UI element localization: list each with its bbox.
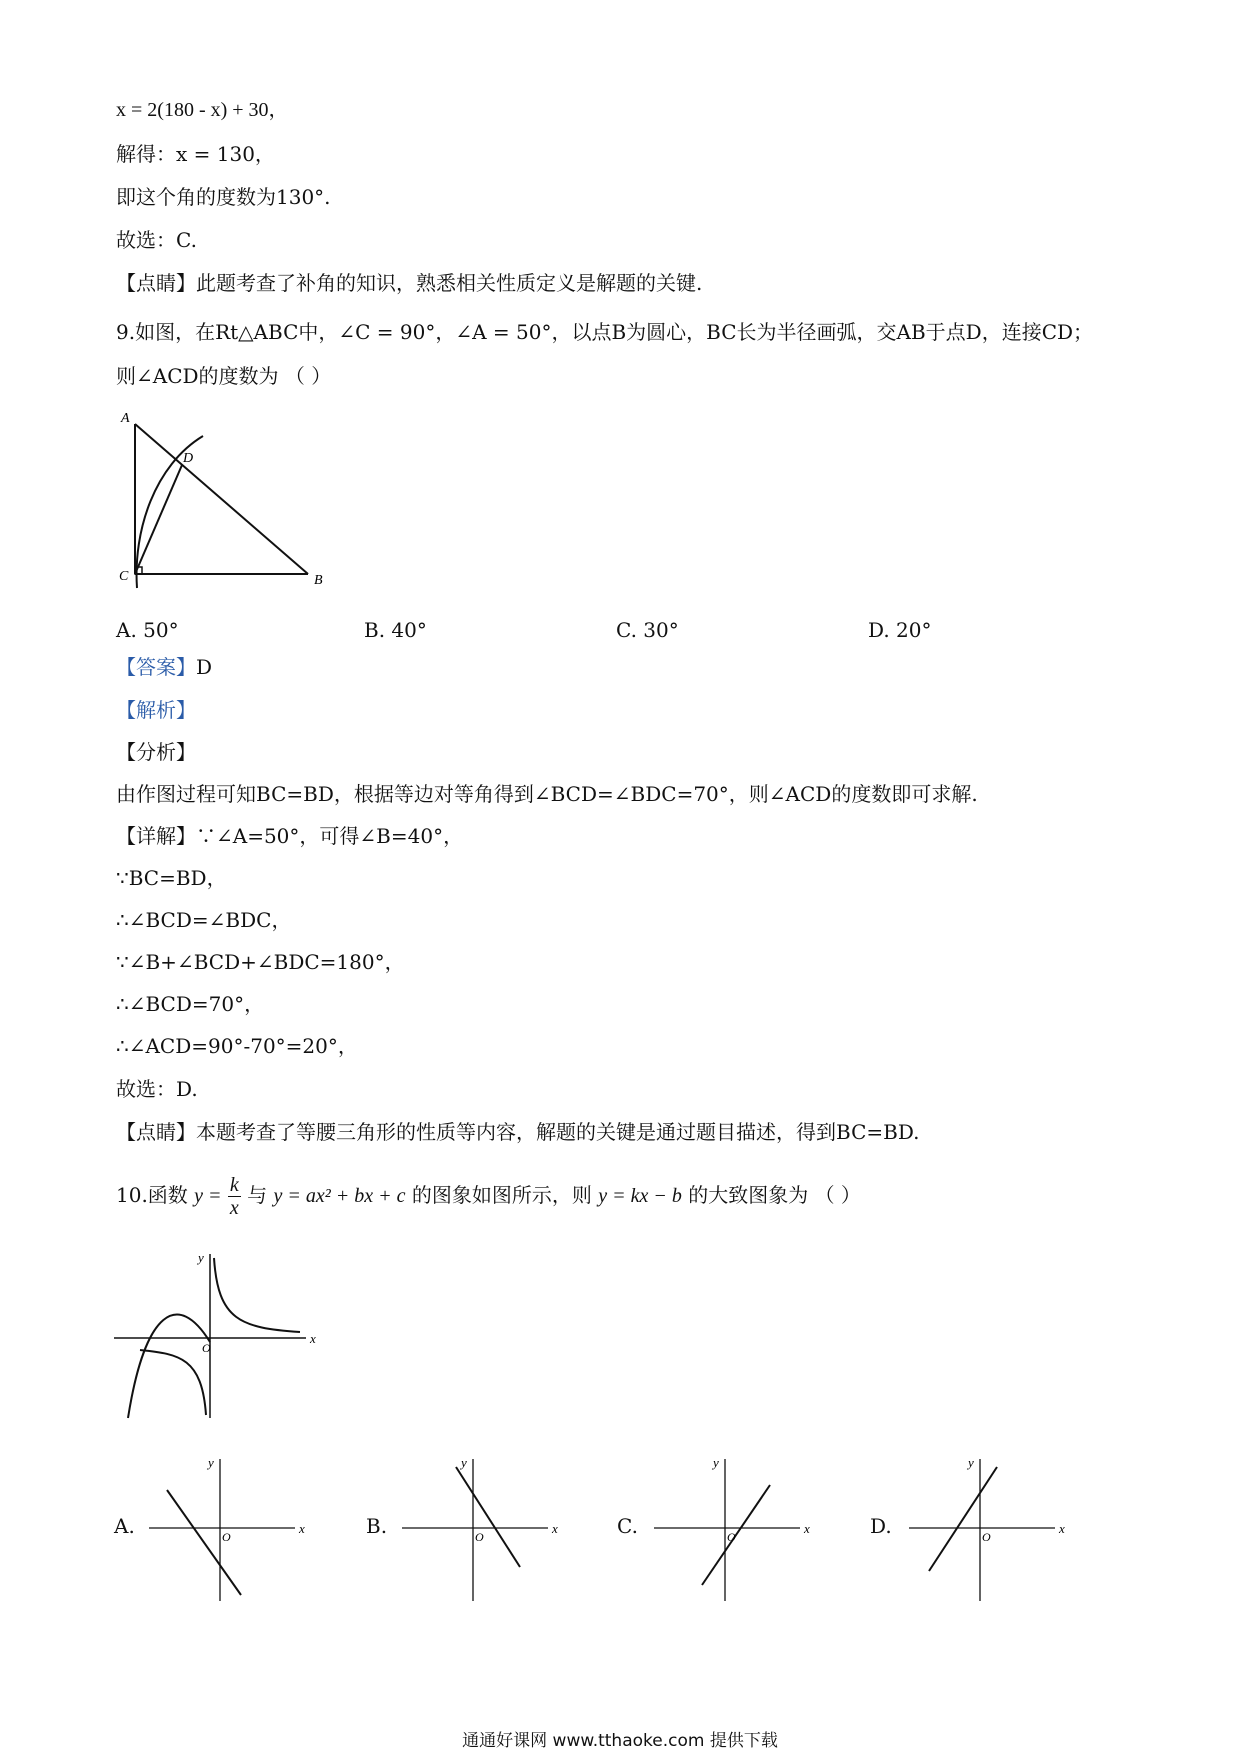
q9-detail6: ∴∠ACD=90°-70°=20°， bbox=[116, 1034, 358, 1058]
degree-text: 即这个角的度数为130°. bbox=[116, 185, 331, 209]
opt-c-axis-y-label: y bbox=[713, 1455, 719, 1470]
q10-option-b-label: B. bbox=[366, 1514, 388, 1538]
page-footer: 通通好课网 www.tthaoke.com 提供下载 bbox=[462, 1731, 778, 1751]
q10-y-eq: y = bbox=[194, 1185, 222, 1207]
label-d: D bbox=[183, 451, 194, 466]
opt-c-axis-x-label: x bbox=[804, 1521, 810, 1536]
main-axis-y-label: y bbox=[198, 1250, 204, 1265]
q10-option-c-label: C. bbox=[617, 1514, 638, 1538]
dianjing-line-q8 bbox=[116, 269, 702, 297]
label-a: A bbox=[121, 411, 130, 426]
q10-main-graph bbox=[110, 1250, 330, 1430]
choose-line-q8 bbox=[116, 226, 197, 254]
side-ab bbox=[135, 424, 308, 574]
q10-linear: y = kx − b bbox=[598, 1185, 682, 1207]
q9-stem-line1 bbox=[116, 318, 1093, 346]
q9-fenxi-text-line bbox=[116, 780, 978, 808]
opt-d-axis-x-label: x bbox=[1059, 1521, 1065, 1536]
q10-prefix: 10.函数 bbox=[116, 1183, 188, 1207]
q9-detail5: ∴∠BCD=70°， bbox=[116, 992, 265, 1016]
q10-quadratic: y = ax² + bx + c bbox=[273, 1185, 406, 1207]
q9-detail-line1 bbox=[116, 822, 463, 850]
q9-detail1: ∵∠A=50°，可得∠B=40°， bbox=[196, 824, 464, 848]
q9-detail-tag: 【详解】 bbox=[116, 824, 196, 848]
q9-detail-line4 bbox=[116, 948, 405, 976]
label-b: B bbox=[314, 573, 323, 588]
opt-a-origin-label: O bbox=[222, 1530, 231, 1544]
opt-b-origin-label: O bbox=[475, 1530, 484, 1544]
q10-option-d-label: D. bbox=[870, 1514, 892, 1538]
q9-analysis-line bbox=[116, 696, 196, 724]
q9-detail-line3 bbox=[116, 906, 291, 934]
equation-text: x = 2(180 - x) + 30， bbox=[116, 99, 289, 121]
dianjing-tag-q8: 【点睛】 bbox=[116, 271, 196, 295]
q9-stem1: 9.如图，在Rt△ABC中，∠C = 90°，∠A = 50°，以点B为圆心，BC长为半径画弧，交AB于点D，连接CD； bbox=[116, 320, 1094, 344]
q9-detail-line6 bbox=[116, 1032, 358, 1060]
segment-cd bbox=[135, 465, 182, 574]
opt-d-line bbox=[929, 1467, 997, 1571]
q10-frac-num: k bbox=[229, 1174, 239, 1196]
hyperbola-branch-upper bbox=[214, 1258, 300, 1332]
opt-d-axis-y-label: y bbox=[968, 1455, 974, 1470]
q9-detail-line5 bbox=[116, 990, 264, 1018]
label-c: C bbox=[119, 569, 129, 584]
equation-line bbox=[116, 96, 289, 124]
q10-fraction bbox=[228, 1174, 241, 1219]
q9-dianjing-tag: 【点睛】 bbox=[116, 1120, 196, 1144]
q9-option-d: D. 20° bbox=[868, 618, 932, 642]
q9-option-b: B. 40° bbox=[364, 618, 427, 642]
opt-b-axis-x-label: x bbox=[552, 1521, 558, 1536]
opt-c-origin-label: O bbox=[727, 1530, 736, 1544]
parabola-curve bbox=[128, 1315, 210, 1418]
opt-a-axis-y-label: y bbox=[208, 1455, 214, 1470]
q9-fenxi-tag: 【分析】 bbox=[116, 740, 196, 764]
q9-option-a: A. 50° bbox=[116, 618, 179, 642]
q9-choose-line bbox=[116, 1075, 198, 1103]
main-origin-label: O bbox=[202, 1341, 211, 1355]
q9-choose: 故选：D. bbox=[116, 1077, 198, 1101]
q10-frac-den: x bbox=[229, 1197, 239, 1219]
q9-stem-line2 bbox=[116, 362, 331, 390]
dianjing-text-q8: 此题考查了补角的知识，熟悉相关性质定义是解题的关键. bbox=[196, 271, 703, 295]
opt-c-line bbox=[702, 1485, 770, 1585]
opt-b-line bbox=[456, 1467, 520, 1567]
q9-triangle-figure bbox=[115, 410, 345, 595]
q9-detail3: ∴∠BCD=∠BDC， bbox=[116, 908, 292, 932]
q10-option-a-label: A. bbox=[114, 1514, 135, 1538]
q10-option-c-graph bbox=[650, 1455, 820, 1605]
opt-b-axis-y-label: y bbox=[461, 1455, 467, 1470]
q9-answer: D bbox=[196, 655, 213, 679]
degree-line bbox=[116, 183, 331, 211]
q9-analysis-tag: 【解析】 bbox=[116, 698, 196, 722]
q9-fenxi-line bbox=[116, 738, 196, 766]
solution-line bbox=[116, 140, 275, 168]
q9-option-c: C. 30° bbox=[616, 618, 679, 642]
hyperbola-branch-lower bbox=[140, 1350, 206, 1415]
q9-answer-line bbox=[116, 653, 212, 681]
q9-dianjing-line bbox=[116, 1118, 920, 1146]
q10-option-d-graph bbox=[905, 1455, 1075, 1605]
choose-text-q8: 故选：C. bbox=[116, 228, 197, 252]
q9-detail-line2 bbox=[116, 864, 227, 892]
q10-mid2: 的图象如图所示，则 bbox=[411, 1183, 592, 1207]
solution-text: 解得：x = 130， bbox=[116, 142, 275, 166]
q9-stem2: 则∠ACD的度数为 （ ） bbox=[116, 364, 332, 388]
q10-stem-line bbox=[116, 1170, 861, 1221]
q9-dianjing: 本题考查了等腰三角形的性质等内容，解题的关键是通过题目描述，得到BC=BD. bbox=[196, 1120, 920, 1144]
opt-d-origin-label: O bbox=[982, 1530, 991, 1544]
q10-option-b-graph bbox=[398, 1455, 568, 1605]
q9-answer-tag: 【答案】 bbox=[116, 655, 196, 679]
opt-a-axis-x-label: x bbox=[299, 1521, 305, 1536]
q10-option-a-graph bbox=[145, 1455, 315, 1605]
q9-detail2: ∵BC=BD， bbox=[116, 866, 227, 890]
q10-mid: 与 bbox=[247, 1183, 268, 1207]
q10-suffix: 的大致图象为 （ ） bbox=[688, 1183, 861, 1207]
q9-detail4: ∵∠B+∠BCD+∠BDC=180°， bbox=[116, 950, 405, 974]
main-axis-x-label: x bbox=[310, 1331, 316, 1346]
q9-fenxi-text: 由作图过程可知BC=BD，根据等边对等角得到∠BCD=∠BDC=70°，则∠ACD的度数即可求解. bbox=[116, 782, 978, 806]
